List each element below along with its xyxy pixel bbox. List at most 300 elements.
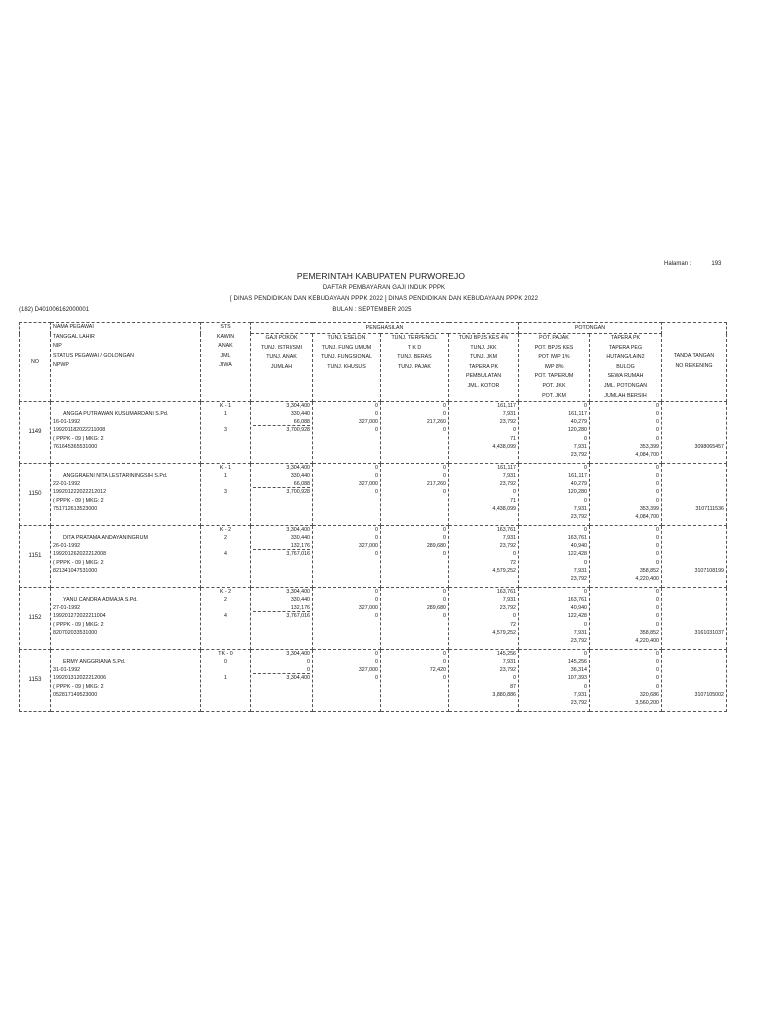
spacer bbox=[53, 464, 198, 472]
birth-date: 27-01-1992 bbox=[53, 605, 81, 612]
employee-name: YANU CANDRA ADMAJA S.Pd. bbox=[63, 597, 138, 604]
unit-code: (182) D401006162000001 bbox=[19, 307, 90, 313]
table-row bbox=[20, 402, 727, 464]
gaji-value: 3,304,400 bbox=[286, 465, 310, 472]
gaji-value: 3,767,016 bbox=[286, 551, 310, 558]
eselon-value: 0 bbox=[375, 589, 378, 596]
employee-identity bbox=[51, 588, 201, 650]
terpencil-values bbox=[381, 402, 449, 464]
employee-status: ( PPPK - 09 ) MKG: 2 bbox=[53, 621, 104, 628]
npwp: 820702033531000 bbox=[53, 629, 98, 636]
gaji-value: 0 bbox=[253, 666, 310, 674]
signature-space bbox=[664, 534, 724, 542]
page-number bbox=[664, 261, 721, 267]
employee-identity bbox=[51, 526, 201, 588]
npwp: 821341047531000 bbox=[53, 567, 98, 574]
employee-status: ( PPPK - 09 ) MKG: 2 bbox=[53, 559, 104, 566]
gaji-value: 3,304,400 bbox=[286, 527, 310, 534]
signature-account bbox=[662, 402, 727, 464]
header-terpencil bbox=[381, 334, 449, 402]
pajak-value: 0 bbox=[584, 651, 587, 658]
sts-value: K - 2 bbox=[219, 527, 232, 534]
tapera-value: 4,084,700 bbox=[635, 451, 659, 458]
pajak-value: 40,940 bbox=[570, 605, 587, 612]
tapera-value: 0 bbox=[656, 613, 659, 620]
tapera-value: 0 bbox=[656, 597, 659, 604]
sts-value: 4 bbox=[224, 613, 227, 620]
header-eselon bbox=[313, 334, 381, 402]
nip: 199201182022211008 bbox=[53, 427, 106, 434]
family-status bbox=[201, 588, 251, 650]
sts-value bbox=[203, 604, 248, 612]
terpencil-value: 0 bbox=[443, 489, 446, 496]
pajak-value: 23,792 bbox=[570, 637, 587, 644]
sts-value: K - 1 bbox=[219, 403, 232, 410]
gaji-value: 66,088 bbox=[253, 480, 310, 488]
account-number: 3161031037 bbox=[694, 629, 724, 636]
pajak-value: 40,279 bbox=[570, 481, 587, 488]
header-gaji-line-2: TUNJ. ANAK bbox=[266, 354, 297, 361]
terpencil-value: 0 bbox=[443, 535, 446, 542]
signature-space bbox=[664, 464, 724, 472]
pajak-value: 7,931 bbox=[573, 443, 587, 450]
bpjs-value: 161,117 bbox=[497, 465, 516, 472]
eselon-value: 0 bbox=[375, 527, 378, 534]
header-sign-line-0: TANDA TANGAN bbox=[673, 353, 715, 360]
page-label: Halaman : bbox=[664, 261, 692, 267]
header-pajak bbox=[519, 334, 590, 402]
eselon-value: 0 bbox=[375, 411, 378, 418]
employee-status: ( PPPK - 09 ) MKG: 2 bbox=[53, 683, 104, 690]
bpjs-value: 23,792 bbox=[499, 419, 516, 426]
pajak-value: 163,761 bbox=[567, 597, 587, 604]
tapera-value: 353,399 bbox=[639, 443, 659, 450]
eselon-value: 0 bbox=[375, 427, 378, 434]
sts-value: 4 bbox=[224, 551, 227, 558]
header-tapera-line-2: HUTANG/LAIN2 bbox=[606, 354, 645, 361]
header-tapera-line-6: JUMLAH BERSIH bbox=[604, 392, 647, 399]
signature-space bbox=[664, 588, 724, 596]
family-status bbox=[201, 650, 251, 712]
pajak-value: 23,792 bbox=[570, 513, 587, 520]
tapera-value: 0 bbox=[656, 551, 659, 558]
bpjs-value: 71 bbox=[510, 435, 516, 442]
bpjs-values bbox=[449, 526, 519, 588]
eselon-value: 0 bbox=[375, 535, 378, 542]
pajak-values bbox=[519, 650, 590, 712]
pajak-value: 7,931 bbox=[573, 567, 587, 574]
terpencil-value: 0 bbox=[443, 465, 446, 472]
pajak-value: 23,792 bbox=[570, 575, 587, 582]
header-sts-line-4: JIWA bbox=[219, 362, 232, 369]
header-identity-line-0: NAMA PEGAWAI bbox=[53, 324, 94, 330]
npwp: 751712613523000 bbox=[53, 505, 98, 512]
employee-status: ( PPPK - 09 ) MKG: 2 bbox=[53, 435, 104, 442]
bpjs-value: 23,792 bbox=[499, 481, 516, 488]
gaji-value: 3,304,400 bbox=[286, 651, 310, 658]
tapera-value: 0 bbox=[656, 589, 659, 596]
signature-space bbox=[664, 542, 724, 550]
eselon-values bbox=[313, 588, 381, 650]
bpjs-value: 0 bbox=[513, 551, 516, 558]
pajak-value: 120,280 bbox=[567, 489, 587, 496]
bpjs-value: 163,761 bbox=[496, 527, 516, 534]
eselon-value: 0 bbox=[375, 403, 378, 410]
signature-account bbox=[662, 650, 727, 712]
header-terpencil-line-2: TUNJ. BERAS bbox=[397, 354, 432, 361]
sts-value: K - 2 bbox=[219, 589, 232, 596]
bpjs-value: 7,931 bbox=[502, 597, 516, 604]
header-pajak-line-4: POT. TAPERUM bbox=[534, 373, 574, 380]
pajak-values bbox=[519, 402, 590, 464]
header-identity-line-4: NPWP bbox=[53, 362, 69, 369]
bpjs-value: 72 bbox=[510, 559, 516, 566]
header-tapera-line-4: SEWA RUMAH bbox=[607, 373, 644, 380]
eselon-value: 0 bbox=[375, 473, 378, 480]
eselon-value: 0 bbox=[375, 465, 378, 472]
pajak-value: 161,117 bbox=[568, 473, 587, 480]
gaji-value: 132,176 bbox=[253, 604, 310, 612]
eselon-values bbox=[313, 526, 381, 588]
gaji-values bbox=[251, 588, 313, 650]
tapera-value: 0 bbox=[656, 419, 659, 426]
employee-name: ANGGRAENI NITA LESTARININGSIH S.Pd. bbox=[63, 473, 168, 480]
terpencil-values bbox=[381, 650, 449, 712]
tapera-value: 0 bbox=[656, 411, 659, 418]
pajak-values bbox=[519, 588, 590, 650]
account-number: 3098065457 bbox=[694, 443, 724, 450]
tapera-value: 0 bbox=[656, 481, 659, 488]
eselon-value: 0 bbox=[375, 597, 378, 604]
spacer bbox=[53, 588, 198, 596]
family-status bbox=[201, 402, 251, 464]
sts-value: TK - 0 bbox=[218, 651, 233, 658]
pajak-value: 0 bbox=[584, 683, 587, 690]
unit-name: [ DINAS PENDIDIKAN DAN KEBUDAYAAN PPPK 2022 ] DINAS PENDIDIKAN DAN KEBUDAYAAN PPPK 2022 bbox=[229, 296, 539, 302]
header-tapera-line-3: BULOG bbox=[616, 363, 635, 370]
sts-value: 1 bbox=[224, 411, 227, 418]
header-pajak-line-5: POT. JKK bbox=[542, 382, 566, 389]
eselon-values bbox=[313, 402, 381, 464]
terpencil-values bbox=[381, 464, 449, 526]
bpjs-value: 71 bbox=[510, 497, 516, 504]
header-penghasilan: PENGHASILAN bbox=[251, 323, 519, 334]
tapera-value: 4,220,400 bbox=[635, 575, 659, 582]
employee-identity bbox=[51, 650, 201, 712]
header-pajak-line-6: POT. JKM bbox=[542, 392, 566, 399]
gaji-value: 3,304,400 bbox=[286, 589, 310, 596]
period-label: BULAN : SEPTEMBER 2025 bbox=[332, 307, 412, 313]
pajak-value: 40,940 bbox=[570, 543, 587, 550]
tapera-value: 0 bbox=[656, 651, 659, 658]
header-identity-line-3: STATUS PEGAWAI / GOLONGAN bbox=[53, 352, 134, 359]
bpjs-values bbox=[449, 402, 519, 464]
gaji-value: 3,700,928 bbox=[286, 489, 310, 496]
bpjs-value: 72 bbox=[510, 621, 516, 628]
row-number: 1152 bbox=[20, 588, 51, 650]
tapera-values bbox=[590, 650, 662, 712]
header-terpencil-line-1: T K D bbox=[407, 344, 422, 351]
signature-space bbox=[664, 596, 724, 604]
family-status bbox=[201, 464, 251, 526]
birth-date: 31-01-1992 bbox=[53, 667, 81, 674]
spacer bbox=[53, 650, 198, 658]
terpencil-value: 289,680 bbox=[426, 605, 446, 612]
pajak-value: 0 bbox=[584, 497, 587, 504]
pajak-values bbox=[519, 464, 590, 526]
sts-value: 2 bbox=[224, 535, 227, 542]
pajak-value: 0 bbox=[584, 527, 587, 534]
bpjs-value: 4,579,252 bbox=[492, 629, 516, 636]
account-number: 3107105002 bbox=[694, 691, 724, 698]
eselon-value: 0 bbox=[375, 651, 378, 658]
header-bpjs-line-4: PEMBULATAN bbox=[465, 373, 502, 380]
tapera-value: 0 bbox=[656, 435, 659, 442]
sts-value: 0 bbox=[224, 659, 227, 666]
terpencil-value: 0 bbox=[443, 527, 446, 534]
row-number: 1153 bbox=[20, 650, 51, 712]
terpencil-values bbox=[381, 526, 449, 588]
bpjs-value: 23,792 bbox=[499, 605, 516, 612]
header-tapera-line-1: TAPERA PEG bbox=[608, 344, 643, 351]
terpencil-value: 217,260 bbox=[426, 419, 446, 426]
eselon-value: 0 bbox=[375, 659, 378, 666]
bpjs-value: 87 bbox=[510, 683, 516, 690]
pajak-value: 7,931 bbox=[573, 505, 587, 512]
header-bpjs-line-3: TAPERA PK bbox=[468, 363, 499, 370]
tapera-value: 353,399 bbox=[639, 505, 659, 512]
bpjs-value: 23,792 bbox=[499, 543, 516, 550]
header-gaji bbox=[251, 334, 313, 402]
gaji-value: 3,304,400 bbox=[286, 675, 310, 682]
signature-space bbox=[664, 666, 724, 674]
birth-date: 26-01-1992 bbox=[53, 543, 81, 550]
bpjs-value: 23,792 bbox=[499, 667, 516, 674]
terpencil-value: 0 bbox=[443, 659, 446, 666]
tapera-value: 0 bbox=[656, 497, 659, 504]
row-number: 1150 bbox=[20, 464, 51, 526]
tapera-value: 358,852 bbox=[639, 567, 659, 574]
tapera-value: 0 bbox=[656, 543, 659, 550]
pajak-value: 0 bbox=[584, 589, 587, 596]
bpjs-value: 161,117 bbox=[497, 403, 516, 410]
eselon-value: 327,000 bbox=[358, 667, 378, 674]
header-eselon-line-2: TUNJ. FUNGSIONAL bbox=[321, 354, 372, 361]
header-gaji-line-0: GAJI POKOK bbox=[265, 335, 298, 341]
spacer bbox=[53, 526, 198, 534]
birth-date: 16-01-1992 bbox=[53, 419, 81, 426]
header-sts-line-2: ANAK bbox=[218, 343, 233, 350]
pajak-value: 161,117 bbox=[568, 411, 587, 418]
pajak-value: 0 bbox=[584, 435, 587, 442]
tapera-values bbox=[590, 464, 662, 526]
row-number: 1151 bbox=[20, 526, 51, 588]
pajak-value: 7,931 bbox=[573, 629, 587, 636]
header-bpjs-line-5: JML. KOTOR bbox=[467, 382, 500, 389]
nip: 199201312022212006 bbox=[53, 675, 107, 682]
header-eselon-line-1: TUNJ. FUNG UMUM bbox=[321, 344, 372, 351]
signature-space bbox=[664, 674, 724, 682]
sts-value: K - 1 bbox=[219, 465, 232, 472]
header-gaji-line-1: TUNJ. ISTRI/SMI bbox=[261, 344, 302, 351]
gaji-values bbox=[251, 402, 313, 464]
nip: 199201262022212008 bbox=[53, 551, 107, 558]
header-bpjs-line-2: TUNJ. JKM bbox=[469, 354, 498, 361]
sts-value bbox=[203, 480, 248, 488]
signature-space bbox=[664, 426, 724, 434]
eselon-value: 327,000 bbox=[358, 481, 378, 488]
signature-space bbox=[664, 621, 724, 629]
gaji-value: 66,088 bbox=[253, 418, 310, 426]
header-sts-line-3: JML bbox=[220, 352, 231, 359]
bpjs-value: 3,880,886 bbox=[492, 691, 516, 698]
bpjs-value: 4,579,252 bbox=[492, 567, 516, 574]
sts-value bbox=[203, 666, 248, 674]
header-eselon-line-0: TUNJ. ESELON bbox=[327, 335, 366, 341]
employee-name: ANGGA PUTRAWAN KUSUMARDANI S.Pd. bbox=[63, 411, 169, 418]
terpencil-value: 0 bbox=[443, 589, 446, 596]
eselon-value: 0 bbox=[375, 675, 378, 682]
eselon-value: 327,000 bbox=[358, 605, 378, 612]
tapera-value: 4,220,400 bbox=[635, 637, 659, 644]
table-row bbox=[20, 588, 727, 650]
terpencil-value: 0 bbox=[443, 597, 446, 604]
gaji-value: 3,700,928 bbox=[286, 427, 310, 434]
signature-space bbox=[664, 402, 724, 410]
signature-space bbox=[664, 488, 724, 496]
tapera-value: 0 bbox=[656, 473, 659, 480]
tapera-value: 0 bbox=[656, 427, 659, 434]
header-pajak-line-3: IWP 8% bbox=[544, 363, 564, 370]
header-tapera-line-5: JML. POTONGAN bbox=[603, 382, 648, 389]
tapera-value: 0 bbox=[656, 621, 659, 628]
header-pajak-line-0: POT. PAJAK bbox=[539, 335, 569, 341]
tapera-value: 3,560,200 bbox=[635, 699, 659, 706]
nip: 199201272022211004 bbox=[53, 613, 106, 620]
bpjs-value: 0 bbox=[513, 675, 516, 682]
spacer bbox=[53, 402, 198, 410]
pajak-value: 36,314 bbox=[570, 667, 587, 674]
eselon-value: 327,000 bbox=[358, 543, 378, 550]
tapera-value: 0 bbox=[656, 535, 659, 542]
bpjs-value: 7,931 bbox=[502, 473, 516, 480]
pajak-value: 7,931 bbox=[573, 691, 587, 698]
header-sts bbox=[201, 323, 251, 402]
npwp: 761645365531000 bbox=[53, 443, 98, 450]
header-bpjs-line-1: TUNJ. JKK bbox=[470, 344, 497, 351]
sts-value bbox=[203, 542, 248, 550]
signature-space bbox=[664, 612, 724, 620]
gaji-value: 132,176 bbox=[253, 542, 310, 550]
employee-status: ( PPPK - 09 ) MKG: 2 bbox=[53, 497, 104, 504]
terpencil-value: 0 bbox=[443, 427, 446, 434]
employee-identity bbox=[51, 402, 201, 464]
sts-value: 1 bbox=[224, 473, 227, 480]
bpjs-value: 4,438,099 bbox=[492, 505, 516, 512]
header-terpencil-line-0: TUNJ. TERPENCIL bbox=[391, 335, 438, 341]
signature-account bbox=[662, 464, 727, 526]
table-row bbox=[20, 464, 727, 526]
bpjs-values bbox=[449, 650, 519, 712]
gaji-value: 3,304,400 bbox=[286, 403, 310, 410]
gaji-value: 330,440 bbox=[290, 535, 310, 542]
terpencil-value: 0 bbox=[443, 613, 446, 620]
terpencil-value: 72,420 bbox=[429, 667, 446, 674]
header-pajak-line-1: POT. BPJS KES bbox=[534, 344, 574, 351]
tapera-value: 0 bbox=[656, 465, 659, 472]
signature-space bbox=[664, 472, 724, 480]
header-tapera bbox=[590, 334, 662, 402]
header-no: NO bbox=[20, 323, 51, 402]
header-identity bbox=[51, 323, 201, 402]
signature-space bbox=[664, 435, 724, 443]
header-sts-line-0: STS bbox=[220, 324, 231, 330]
sts-value: 1 bbox=[224, 675, 227, 682]
employee-identity bbox=[51, 464, 201, 526]
employee-name: DITA PRATAMA ANDAYANINGRUM bbox=[63, 535, 148, 542]
bpjs-value: 0 bbox=[513, 427, 516, 434]
tapera-values bbox=[590, 526, 662, 588]
tapera-value: 0 bbox=[656, 527, 659, 534]
gaji-values bbox=[251, 526, 313, 588]
header-tapera-line-0: TAPERA PK bbox=[610, 335, 641, 341]
bpjs-value: 163,761 bbox=[496, 589, 516, 596]
family-status bbox=[201, 526, 251, 588]
tapera-value: 320,686 bbox=[639, 691, 659, 698]
gaji-value: 330,440 bbox=[290, 473, 310, 480]
terpencil-values bbox=[381, 588, 449, 650]
signature-space bbox=[664, 658, 724, 666]
header-bpjs bbox=[449, 334, 519, 402]
sts-value bbox=[203, 418, 248, 426]
tapera-values bbox=[590, 402, 662, 464]
header-eselon-line-3: TUNJ. KHUSUS bbox=[327, 363, 366, 370]
terpencil-value: 0 bbox=[443, 403, 446, 410]
header-identity-line-2: NIP bbox=[53, 343, 62, 350]
pajak-value: 0 bbox=[584, 403, 587, 410]
terpencil-value: 0 bbox=[443, 473, 446, 480]
account-number: 3107108199 bbox=[694, 567, 724, 574]
table-row bbox=[20, 526, 727, 588]
tapera-value: 0 bbox=[656, 675, 659, 682]
tapera-values bbox=[590, 588, 662, 650]
header-pajak-line-2: POT IWP 1% bbox=[538, 354, 570, 361]
tapera-value: 0 bbox=[656, 683, 659, 690]
gaji-value: 330,440 bbox=[290, 411, 310, 418]
signature-space bbox=[664, 650, 724, 658]
signature-space bbox=[664, 683, 724, 691]
signature-space bbox=[664, 550, 724, 558]
terpencil-value: 217,260 bbox=[426, 481, 446, 488]
eselon-values bbox=[313, 650, 381, 712]
header-sts-line-1: KAWIN bbox=[216, 333, 235, 340]
signature-space bbox=[664, 604, 724, 612]
bpjs-values bbox=[449, 588, 519, 650]
tapera-value: 4,084,700 bbox=[635, 513, 659, 520]
pajak-value: 145,256 bbox=[567, 659, 587, 666]
signature-space bbox=[664, 559, 724, 567]
gaji-values bbox=[251, 650, 313, 712]
header-terpencil-line-3: TUNJ. PAJAK bbox=[398, 363, 431, 370]
header-sign-line-1: NO REKENING bbox=[675, 363, 713, 370]
payroll-table bbox=[19, 322, 727, 712]
tapera-value: 0 bbox=[656, 559, 659, 566]
pajak-value: 122,428 bbox=[567, 551, 587, 558]
tapera-value: 358,852 bbox=[639, 629, 659, 636]
bpjs-value: 145,256 bbox=[496, 651, 516, 658]
bpjs-value: 0 bbox=[513, 613, 516, 620]
bpjs-value: 7,931 bbox=[502, 411, 516, 418]
